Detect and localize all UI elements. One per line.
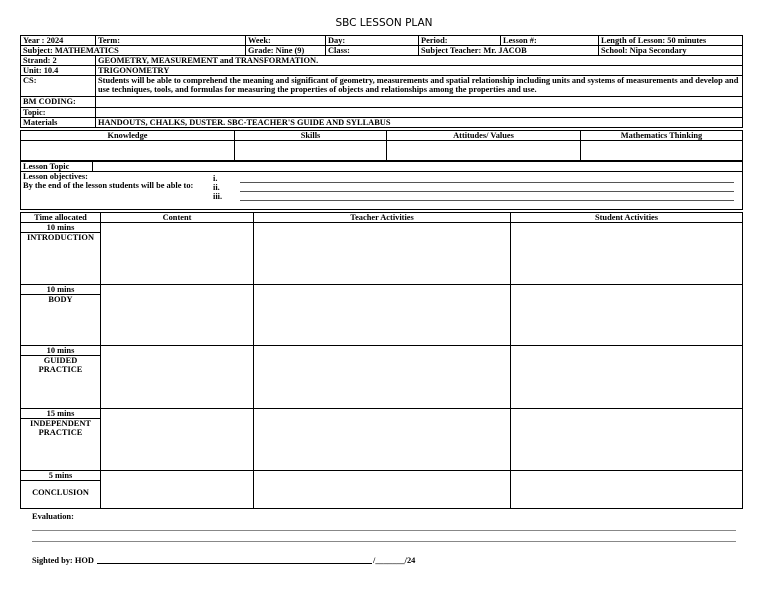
period-cell[interactable]: Period: [419, 36, 501, 46]
teacher-activities-header: Teacher Activities [254, 213, 511, 223]
day-cell[interactable]: Day: [326, 36, 419, 46]
stage-guided-practice [21, 346, 101, 409]
stage-name: BODY [48, 295, 73, 304]
body-teacher[interactable] [254, 285, 511, 346]
lesson-topic-label: Lesson Topic [21, 162, 93, 172]
stage-time: 10 mins [21, 223, 100, 233]
materials-value: HANDOUTS, CHALKS, DUSTER. SBC-TEACHER'S GUIDE AND SYLLABUS [96, 118, 743, 128]
stage-time: 10 mins [21, 285, 100, 295]
objective-numeral-1: i. [213, 174, 218, 183]
knowledge-cell[interactable] [21, 141, 235, 161]
knowledge-header: Knowledge [21, 131, 235, 141]
objective-line-1[interactable] [240, 182, 734, 183]
stage-name: GUIDED PRACTICE [38, 356, 83, 374]
sighted-by-label: Sighted by: HOD [32, 556, 94, 565]
objective-line-3[interactable] [240, 200, 734, 201]
activities-table [20, 212, 743, 509]
competencies-table [20, 130, 743, 161]
stage-time: 10 mins [21, 346, 100, 356]
conclusion-teacher[interactable] [254, 471, 511, 509]
evaluation-label: Evaluation: [32, 512, 74, 521]
math-thinking-cell[interactable] [581, 141, 743, 161]
term-cell[interactable]: Term: [96, 36, 246, 46]
introduction-student[interactable] [511, 223, 743, 285]
skills-cell[interactable] [235, 141, 387, 161]
body-student[interactable] [511, 285, 743, 346]
stage-independent-practice [21, 409, 101, 471]
stage-name: INTRODUCTION [26, 233, 94, 242]
page-title: SBC LESSON PLAN [335, 17, 433, 29]
strand-label: Strand: 2 [21, 56, 96, 66]
lesson-number-cell[interactable]: Lesson #: [501, 36, 599, 46]
stage-time: 5 mins [21, 471, 100, 481]
bm-coding-value[interactable] [96, 97, 743, 108]
lesson-topic-value[interactable] [93, 162, 743, 172]
objective-numeral-2: ii. [213, 183, 220, 192]
attitudes-cell[interactable] [387, 141, 581, 161]
unit-label: Unit: 10.4 [21, 66, 96, 76]
materials-label: Materials [21, 118, 96, 128]
objectives-table [20, 161, 743, 210]
cs-label: CS: [21, 76, 96, 97]
guided-student[interactable] [511, 346, 743, 409]
math-thinking-header: Mathematics Thinking [581, 131, 743, 141]
year-cell: Year : 2024 [21, 36, 96, 46]
lesson-info-table [20, 35, 743, 128]
conclusion-content[interactable] [101, 471, 254, 509]
lesson-length-cell: Length of Lesson: 50 minutes [599, 36, 743, 46]
body-content[interactable] [101, 285, 254, 346]
stage-name: INDEPENDENT PRACTICE [30, 419, 91, 437]
stage-name: CONCLUSION [32, 488, 89, 497]
school-cell: School: Nipa Secondary [599, 46, 743, 56]
introduction-teacher[interactable] [254, 223, 511, 285]
conclusion-student[interactable] [511, 471, 743, 509]
strand-value: GEOMETRY, MEASUREMENT and TRANSFORMATION. [96, 56, 743, 66]
independent-teacher[interactable] [254, 409, 511, 471]
subject-cell: Subject: MATHEMATICS [21, 46, 246, 56]
guided-content[interactable] [101, 346, 254, 409]
stage-introduction [21, 223, 101, 285]
evaluation-line-2[interactable] [32, 541, 736, 542]
bm-coding-label: BM CODING: [21, 97, 96, 108]
topic-label: Topic: [21, 108, 96, 118]
unit-value: TRIGONOMETRY [96, 66, 743, 76]
objective-numeral-3: iii. [213, 192, 223, 201]
cs-value: Students will be able to comprehend the meaning and significant of geometry, measurements and spatial relationship including units and systems of measurements and develop and use techniques, tools, and formulas for measuring the properties of objects and relationships among the properties and use. [96, 76, 743, 97]
skills-header: Skills [235, 131, 387, 141]
introduction-content[interactable] [101, 223, 254, 285]
objectives-label: Lesson objectives: By the end of the lesson students will be able to: [23, 172, 194, 190]
attitudes-header: Attitudes/ Values [387, 131, 581, 141]
topic-value[interactable] [96, 108, 743, 118]
time-header: Time allocated [21, 213, 101, 223]
student-activities-header: Student Activities [511, 213, 743, 223]
sighted-date[interactable]: /_______/24 [373, 556, 416, 565]
stage-conclusion [21, 471, 101, 509]
evaluation-line-1[interactable] [32, 530, 736, 531]
week-cell[interactable]: Week: [246, 36, 326, 46]
sighted-by-signature-line[interactable] [97, 563, 372, 564]
teacher-cell: Subject Teacher: Mr. JACOB [419, 46, 599, 56]
grade-cell: Grade: Nine (9) [246, 46, 326, 56]
objective-line-2[interactable] [240, 191, 734, 192]
stage-body [21, 285, 101, 346]
class-cell[interactable]: Class: [326, 46, 419, 56]
independent-student[interactable] [511, 409, 743, 471]
independent-content[interactable] [101, 409, 254, 471]
guided-teacher[interactable] [254, 346, 511, 409]
content-header: Content [101, 213, 254, 223]
stage-time: 15 mins [21, 409, 100, 419]
